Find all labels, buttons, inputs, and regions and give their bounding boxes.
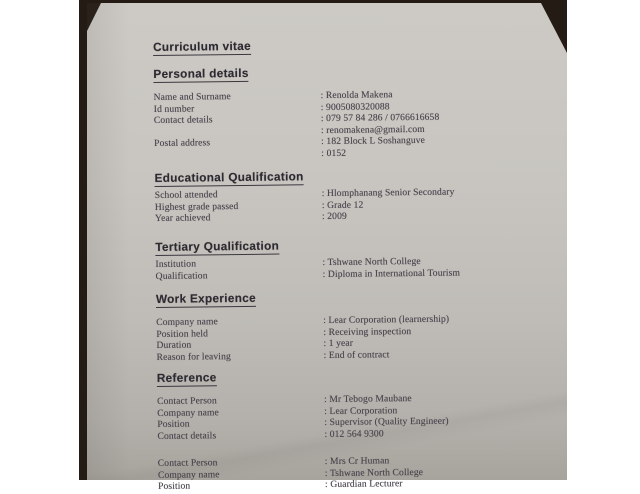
field-label: School attended [154,189,218,201]
field-value: : 2009 [321,210,347,223]
work-experience-section [88,285,565,364]
section-heading-reference: Reference [156,370,217,385]
field-label: Company name [157,468,220,481]
field-label: Id number [153,103,195,115]
field-label: Position [157,418,190,431]
field-value: : Mrs Cr Human [324,455,390,468]
field-value: : 1 year [323,337,354,350]
document-photo [79,0,567,493]
field-value: : Lear Corporation (learnership) [323,313,450,327]
cv-content [85,0,570,493]
field-value: : Guardian Lecturer [324,478,403,491]
personal-details-section [85,60,562,162]
section-heading-work-experience: Work Experience [155,290,256,306]
field-value: : 012 564 9300 [324,428,384,440]
reference-continued-section [90,450,566,493]
field-value: : Grade 12 [321,199,364,211]
field-label: Position [157,480,191,493]
field-label: Postal address [154,137,211,150]
section-heading-personal-details: Personal details [153,65,249,81]
field-value: : 9005080320088 [320,100,390,113]
field-value: : Tshwane North College [324,466,424,479]
reference-section [89,364,566,443]
reference-rows [89,391,565,443]
field-label: Institution [155,258,197,270]
field-label [154,148,321,161]
tertiary-qualification-rows [87,254,563,283]
field-label: Contact Person [157,395,217,407]
field-label: Company name [156,316,218,328]
field-label: Contact Person [157,457,218,469]
field-value: : Supervisor (Quality Engineer) [324,415,449,429]
section-heading-educational-qualification: Educational Qualification [154,169,304,185]
field-label: Qualification [155,269,208,282]
field-label: Duration [156,339,192,352]
field-label: Highest grade passed [154,200,239,213]
cv-title: Curriculum vitae [152,38,252,54]
field-label: Contact details [153,114,213,127]
field-value: : Lear Corporation [324,404,398,417]
field-value: : Receiving inspection [323,325,412,338]
cv-title-section [85,33,561,56]
tertiary-qualification-section [87,233,563,283]
field-value: : Tshwane North College [322,255,421,269]
field-value: : 182 Block L Soshanguve [321,135,426,148]
field-label: Name and Surname [153,91,231,103]
educational-qualification-section [86,164,563,225]
field-label: Year achieved [154,212,211,225]
field-value: : renomakena@gmail.com [320,123,425,136]
reference-continued-rows [90,453,566,493]
field-value: : Mr Tebogo Maubane [324,393,412,406]
field-label: Contact details [157,430,217,442]
field-value: : Diploma in International Tourism [322,267,461,280]
field-value: : 079 57 84 286 / 0766616658 [320,111,440,125]
field-label: Reason for leaving [156,350,231,363]
field-value: : Renolda Makena [320,89,393,102]
section-heading-tertiary-qualification: Tertiary Qualification [155,238,280,254]
field-value: : Hlomphanang Senior Secondary [321,186,455,200]
field-label: Position held [156,327,209,340]
personal-details-rows [86,87,563,162]
educational-qualification-rows [87,185,563,225]
work-experience-rows [88,312,564,364]
field-label: Company name [157,406,219,419]
field-value: : End of contract [323,349,390,361]
field-value: : 0152 [321,147,347,160]
cv-paper-sheet [87,3,567,493]
